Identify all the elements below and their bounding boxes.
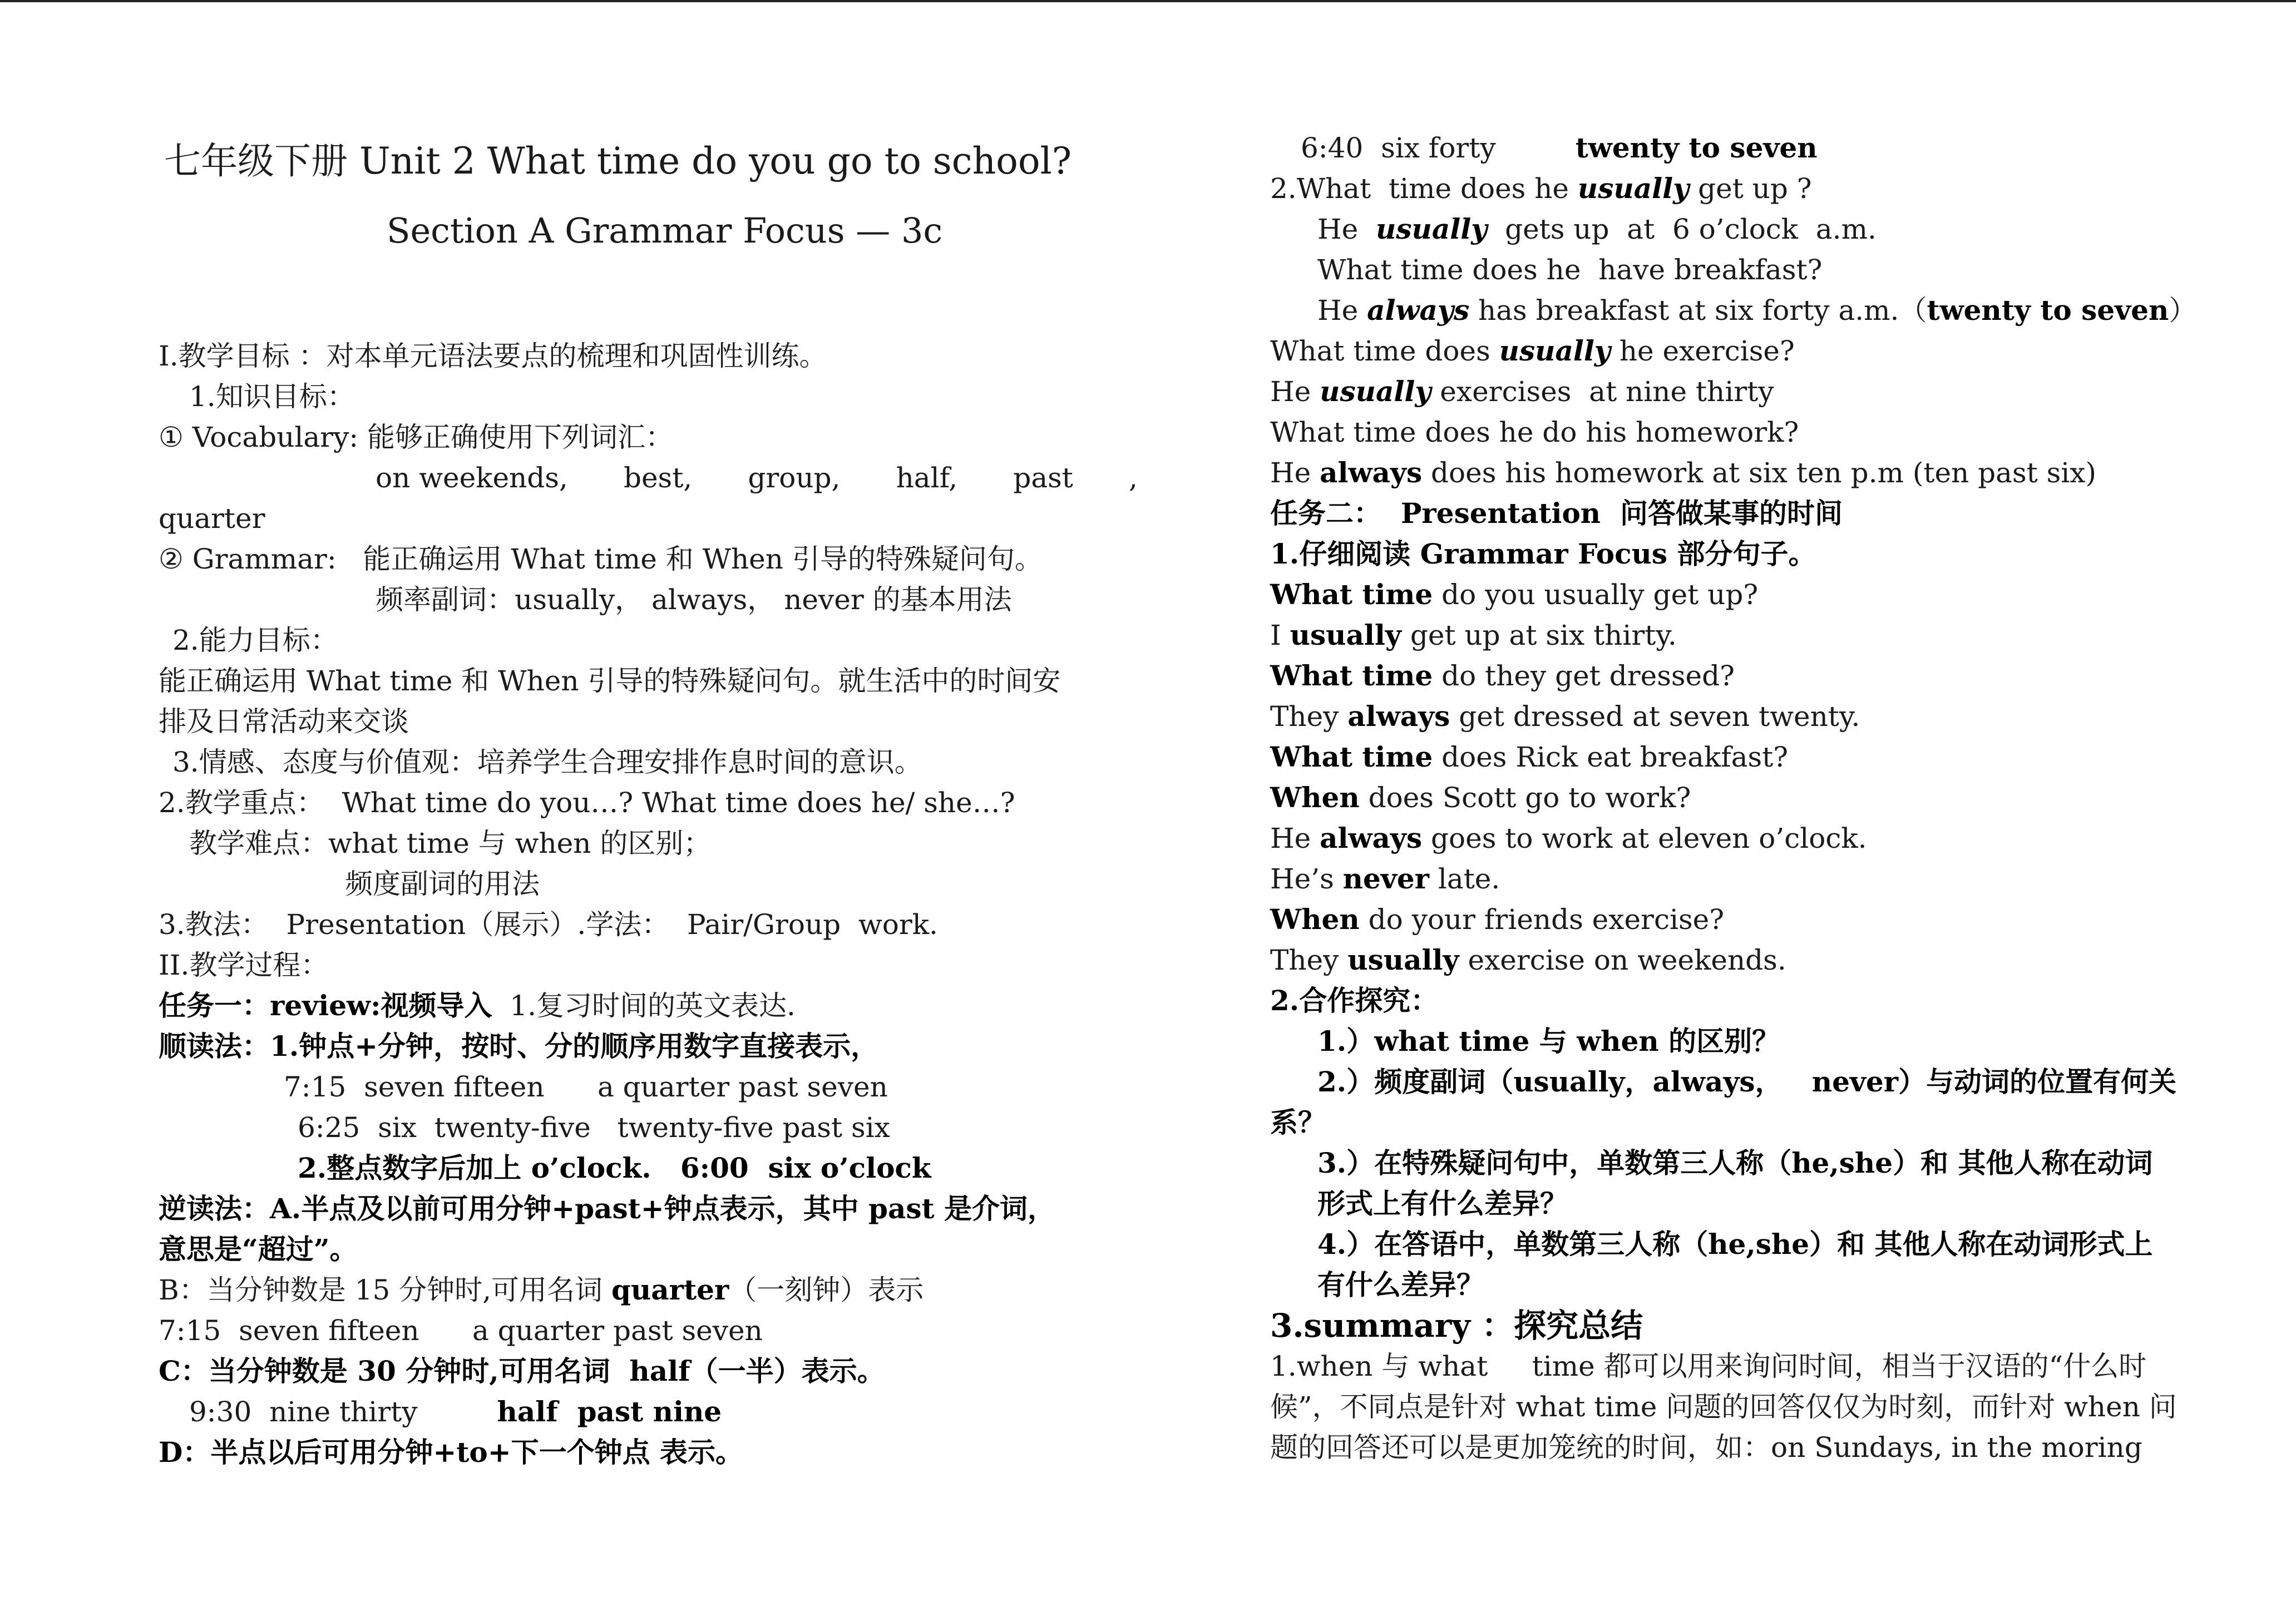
vocabulary-label: ① Vocabulary: 能够正确使用下列词汇：: [159, 421, 674, 453]
time-words: twenty to seven: [1575, 131, 1818, 164]
task-one-note: 1.复习时间的英文表达.: [492, 990, 796, 1022]
summary-text: 题的回答还可以是更加笼统的时间，如：on Sundays, in the moring: [1270, 1431, 2142, 1464]
rule-b-word: quarter: [611, 1273, 729, 1306]
keyword: When: [1270, 781, 1360, 814]
adverb: usually: [1375, 212, 1488, 245]
q-text: 2.What time does he: [1270, 172, 1578, 205]
task-two: 任务二： Presentation 问答做某事的时间: [1270, 497, 1843, 530]
time-digits: 9:30 nine thirty: [189, 1396, 497, 1428]
q-text-end: get up ?: [1689, 172, 1812, 205]
answer: [1270, 372, 1774, 412]
rule-c: C：当分钟数是 30 分钟时,可用名词 half（一半）表示。: [159, 1355, 885, 1387]
sentence-text: They: [1270, 700, 1348, 733]
sentence-text: do they get dressed?: [1433, 660, 1735, 692]
a-text: He: [1270, 375, 1320, 408]
keyword: When: [1270, 903, 1360, 936]
focus-sentence: [1270, 615, 1677, 655]
vocabulary-overflow: quarter: [159, 502, 265, 535]
vocab-item: past: [1013, 462, 1073, 494]
focus-sentence: [1270, 900, 1724, 940]
answer: [1317, 209, 1877, 249]
keyword: always: [1347, 700, 1450, 733]
a-text-end: gets up at 6 o’clock a.m.: [1487, 213, 1877, 245]
focus-sentence: [1270, 818, 1867, 858]
keyword: What time: [1270, 578, 1433, 611]
sentence-text: late.: [1429, 863, 1500, 895]
a-text-end: does his homework at six ten p.m (ten past six): [1422, 457, 2096, 489]
adverb: always: [1367, 294, 1470, 327]
rule-b-text-end: （一刻钟）表示: [729, 1274, 924, 1306]
vocab-item: ,: [1129, 462, 1138, 494]
a-text-end: ）: [2169, 294, 2197, 327]
keyword: usually: [1347, 943, 1459, 976]
sentence-text: do your friends exercise?: [1359, 903, 1724, 936]
a-text: He: [1317, 213, 1376, 245]
discussion-question: 2.）频度副词（usually，always， never）与动词的位置有何关: [1317, 1065, 2177, 1098]
rule-d: D：半点以后可用分钟+to+下一个钟点 表示。: [159, 1436, 744, 1469]
adverb: always: [1320, 456, 1423, 489]
vocab-item: half,: [896, 462, 958, 494]
time-example: [1301, 128, 1818, 168]
question: [1270, 331, 1795, 371]
focus-sentence: [1270, 656, 1735, 696]
a-text: He: [1317, 294, 1367, 327]
sentence-text: They: [1270, 944, 1348, 976]
cooperation-heading: 2.合作探究：: [1270, 984, 1439, 1017]
summary-heading: 3.summary ：探究总结: [1270, 1307, 1643, 1345]
vocab-item: best,: [623, 462, 693, 494]
grammar-adverbs: 频率副词：usually， always， never 的基本用法: [376, 584, 1012, 616]
summary-text: 1.when 与 what time 都可以用来询问时间，相当于汉语的“什么时: [1270, 1350, 2147, 1382]
sentence-text: do you usually get up?: [1433, 579, 1759, 611]
vocab-item: on weekends,: [376, 462, 568, 494]
time-example: 6:25 six twenty-five twenty-five past six: [298, 1111, 890, 1144]
discussion-question-cont: 系？: [1270, 1106, 1326, 1139]
sentence-text: exercise on weekends.: [1459, 944, 1786, 976]
focus-sentence: [1270, 940, 1786, 980]
ability-text-cont: 排及日常活动来交谈: [159, 705, 409, 738]
focus-sentence: [1270, 575, 1758, 615]
grammar-focus-heading: 1.仔细阅读 Grammar Focus 部分句子。: [1270, 537, 1816, 570]
sentence-text: get up at six thirty.: [1401, 619, 1677, 651]
q-text-end: he exercise?: [1610, 335, 1795, 367]
question: What time does he have breakfast?: [1317, 254, 1823, 286]
page-subtitle: Section A Grammar Focus — 3c: [387, 210, 943, 251]
discussion-question-cont: 有什么差异？: [1317, 1268, 1484, 1301]
rule-b-text: B：当分钟数是 15 分钟时,可用名词: [159, 1274, 611, 1306]
answer: [1317, 290, 2196, 330]
focus-sentence: [1270, 696, 1860, 737]
task-one: [159, 986, 796, 1026]
time-words: twenty to seven: [1927, 294, 2169, 327]
discussion-question-cont: 形式上有什么差异？: [1317, 1187, 1568, 1220]
discussion-question: 3.）在特殊疑问句中，单数第三人称（he,she）和 其他人称在动词: [1317, 1146, 2153, 1179]
keyword: never: [1342, 862, 1430, 895]
time-example: 7:15 seven fifteen a quarter past seven: [159, 1314, 763, 1347]
adverb: usually: [1499, 334, 1611, 367]
vocabulary-list: [376, 458, 1138, 498]
reverse-reading-cont: 意思是“超过”。: [159, 1233, 358, 1266]
teaching-method: 3.教法： Presentation（展示）.学法： Pair/Group work.: [159, 908, 938, 941]
ability-goal: 2.能力目标：: [172, 624, 338, 656]
discussion-question: 1.）what time 与 when 的区别？: [1317, 1025, 1780, 1057]
sentence-text: get dressed at seven twenty.: [1450, 700, 1860, 733]
objectives-heading: I.教学目标 ：对本单元语法要点的梳理和巩固性训练。: [159, 340, 827, 372]
sentence-text: He: [1270, 822, 1320, 854]
emotion-goal: 3.情感、态度与价值观：培养学生合理安排作息时间的意识。: [172, 746, 922, 778]
rule-b: [159, 1270, 924, 1310]
a-text: He: [1270, 457, 1320, 489]
focus-sentence: [1270, 737, 1788, 777]
sentence-text: does Scott go to work?: [1359, 782, 1691, 814]
teaching-difficulty-2: 频度副词的用法: [345, 868, 540, 900]
grammar-label: ② Grammar: 能正确运用 What time 和 When 引导的特殊疑问句。: [159, 543, 1043, 575]
reverse-reading: 逆读法：A.半点及以前可用分钟+past+钟点表示，其中 past 是介词，: [159, 1192, 1056, 1225]
focus-sentence: [1270, 778, 1691, 818]
task-one-title: 任务一：review:视频导入: [159, 989, 492, 1022]
keyword: What time: [1270, 740, 1433, 773]
a-text-end: exercises at nine thirty: [1431, 375, 1774, 408]
teaching-focus: 2.教学重点： What time do you…? What time does he/ she…?: [159, 787, 1015, 819]
oclock-rule: 2.整点数字后加上 o’clock. 6:00 six o’clock: [298, 1151, 931, 1184]
question: What time does he do his homework?: [1270, 416, 1799, 448]
top-border: [0, 0, 2296, 2]
summary-text: 候”，不同点是针对 what time 问题的回答仅仅为时刻，而针对 when 问: [1270, 1391, 2177, 1423]
keyword: always: [1320, 822, 1423, 854]
keyword: usually: [1290, 619, 1401, 651]
process-heading: II.教学过程：: [159, 949, 329, 981]
page-title: 七年级下册 Unit 2 What time do you go to school?: [164, 140, 1072, 182]
time-digits: 6:40 six forty: [1301, 132, 1576, 164]
time-words: half past nine: [497, 1395, 722, 1428]
answer: [1270, 453, 2096, 493]
sentence-text: I: [1270, 619, 1290, 651]
sentence-text: goes to work at eleven o’clock.: [1422, 822, 1867, 854]
a-text-mid: has breakfast at six forty a.m.（: [1469, 294, 1927, 327]
vocab-item: group,: [748, 462, 841, 494]
adverb: usually: [1577, 172, 1690, 205]
adverb: usually: [1320, 375, 1431, 408]
sentence-text: does Rick eat breakfast?: [1433, 741, 1789, 773]
question: [1270, 169, 1812, 209]
time-example: 7:15 seven fifteen a quarter past seven: [284, 1071, 888, 1103]
teaching-difficulty: 教学难点：what time 与 when 的区别；: [189, 827, 712, 859]
discussion-question: 4.）在答语中，单数第三人称（he,she）和 其他人称在动词形式上: [1317, 1228, 2153, 1261]
sentence-text: He’s: [1270, 863, 1343, 895]
focus-sentence: [1270, 859, 1500, 899]
keyword: What time: [1270, 659, 1433, 692]
time-example: [189, 1392, 722, 1432]
ability-text: 能正确运用 What time 和 When 引导的特殊疑问句。就生活中的时间安: [159, 665, 1061, 697]
knowledge-goal: 1.知识目标：: [189, 380, 355, 413]
forward-reading: 顺读法：1.钟点+分钟，按时、分的顺序用数字直接表示，: [159, 1030, 879, 1062]
q-text: What time does: [1270, 335, 1499, 367]
